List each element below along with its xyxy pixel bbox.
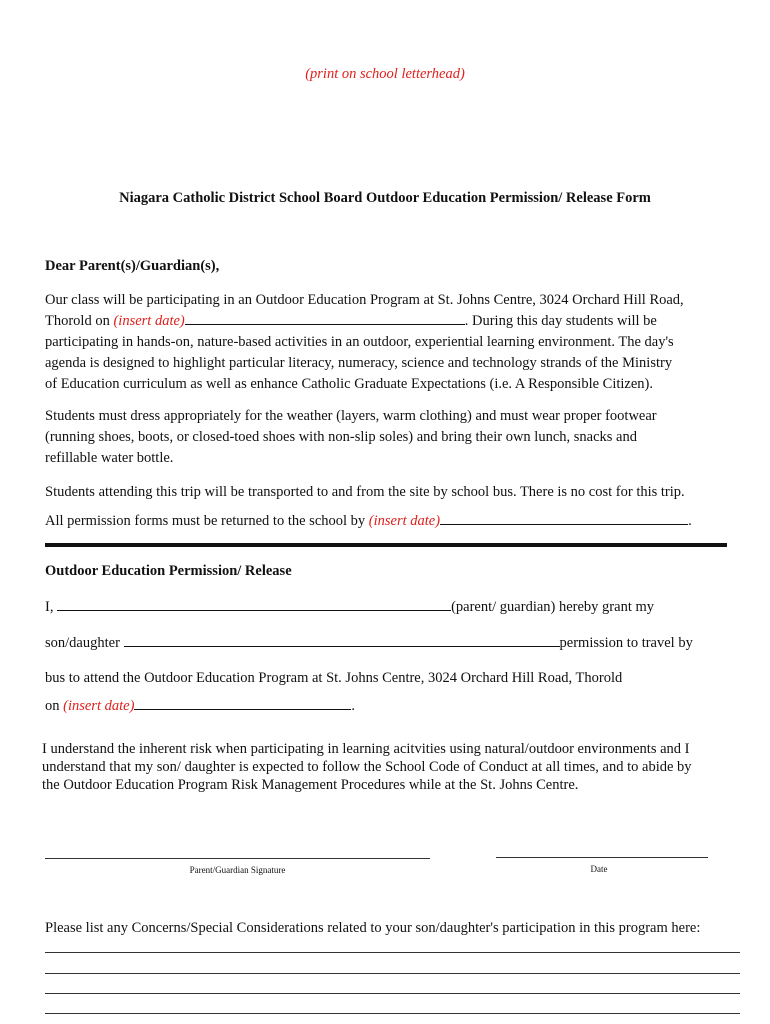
return-forms-line (45, 512, 692, 530)
grant-prefix: I, (45, 599, 58, 615)
dress-paragraph (45, 406, 657, 469)
concerns-line[interactable] (45, 1013, 740, 1014)
concerns-prompt: Please list any Concerns/Special Considerations related to your son/daughter's participation in this program here: (45, 920, 701, 936)
intro-paragraph (45, 290, 684, 395)
intro-line-5: of Education curriculum as well as enhance Catholic Graduate Expectations (i.e. A Responsible Citizen). (45, 376, 654, 392)
concerns-line[interactable] (45, 993, 740, 994)
intro-line-4: agenda is designed to highlight particular literacy, numeracy, science and technology strands of the Ministry (45, 355, 673, 371)
trip-date-blank[interactable] (185, 312, 465, 325)
form-title: Niagara Catholic District School Board Outdoor Education Permission/ Release Form (119, 190, 651, 206)
concerns-line[interactable] (45, 952, 740, 953)
insert-date-2: (insert date) (368, 513, 441, 529)
return-forms-prefix: All permission forms must be returned to the school by (45, 513, 369, 529)
return-forms-suffix: . (688, 513, 692, 529)
on-prefix: on (45, 698, 64, 714)
letterhead-note: (print on school letterhead) (305, 66, 465, 82)
concerns-line[interactable] (45, 973, 740, 974)
section-title: Outdoor Education Permission/ Release (45, 563, 292, 579)
grant-suffix: (parent/ guardian) hereby grant my (451, 599, 655, 615)
salutation: Dear Parent(s)/Guardian(s), (45, 258, 220, 274)
dress-line-1: Students must dress appropriately for the weather (layers, warm clothing) and must wear proper footwear (45, 408, 657, 424)
risk-line-2: understand that my son/ daughter is expected to follow the School Code of Conduct at all times, and to abide by (42, 759, 692, 775)
transport-paragraph: Students attending this trip will be transported to and from the site by school bus. There is no cost for this trip. (45, 484, 685, 500)
risk-line-3: the Outdoor Education Program Risk Management Procedures while at the St. Johns Centre. (42, 777, 579, 793)
risk-line-1: I understand the inherent risk when participating in learning acitvities using natural/outdoor environments and I (42, 741, 690, 757)
intro-line-2-prefix: Thorold on (45, 313, 114, 329)
signature-line[interactable] (45, 858, 430, 859)
program-date-blank[interactable] (134, 697, 351, 710)
intro-line-1: Our class will be participating in an Outdoor Education Program at St. Johns Centre, 3024 Orchard Hill Road, (45, 292, 684, 308)
return-date-blank[interactable] (440, 512, 688, 525)
grant-line (45, 598, 654, 616)
parent-name-field[interactable] (57, 598, 451, 611)
child-prefix: son/daughter (45, 635, 124, 651)
intro-line-2 (45, 311, 684, 332)
date-label: Date (590, 864, 608, 874)
section-divider (45, 543, 727, 547)
bus-line: bus to attend the Outdoor Education Program at St. Johns Centre, 3024 Orchard Hill Road, Thorold (45, 670, 623, 686)
insert-date-3: (insert date) (63, 698, 135, 714)
date-line[interactable] (496, 857, 708, 858)
child-name-field[interactable] (124, 634, 560, 647)
signature-label: Parent/Guardian Signature (189, 865, 286, 875)
risk-paragraph (42, 740, 692, 794)
insert-date-1: (insert date) (113, 313, 185, 329)
dress-line-2: (running shoes, boots, or closed-toed shoes with non-slip soles) and bring their own lunch, snacks and (45, 429, 637, 445)
on-suffix: . (351, 698, 356, 714)
child-line (45, 634, 693, 652)
intro-line-3: participating in hands-on, nature-based activities in an outdoor, experiential learning environment. The day's (45, 334, 674, 350)
intro-line-2-suffix: . During this day students will be (464, 313, 657, 329)
child-suffix: permission to travel by (559, 635, 693, 651)
dress-line-3: refillable water bottle. (45, 450, 174, 466)
on-date-line (45, 697, 355, 715)
